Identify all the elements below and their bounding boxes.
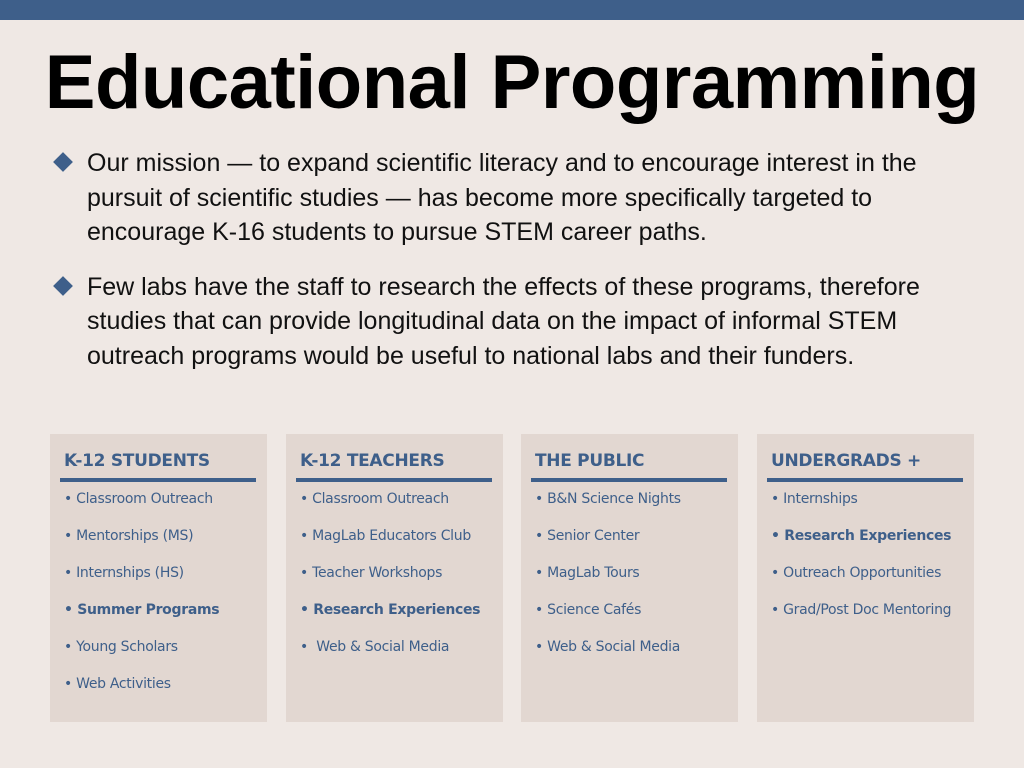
list-item: • Classroom Outreach (64, 491, 213, 507)
list-item: • Web Activities (64, 676, 171, 692)
list-item: • Mentorships (MS) (64, 528, 194, 544)
list-item: • Summer Programs (64, 602, 220, 618)
list-item: • B&N Science Nights (535, 491, 681, 507)
bullet-list (52, 146, 972, 393)
list-item: • Web & Social Media (535, 639, 681, 655)
column-divider (296, 478, 492, 482)
bullet-text: Few labs have the staff to research the effects of these programs, therefore studies that can provide longitudinal data on the impact of informal STEM outreach programs would be useful to national labs and their funders. (87, 272, 920, 370)
column-header: K-12 STUDENTS (64, 451, 210, 471)
column-item-list (771, 489, 971, 637)
list-item: • Young Scholars (64, 639, 178, 655)
column-divider (531, 478, 727, 482)
bullet-item-research (52, 270, 972, 374)
list-item: • Research Experiences (771, 528, 952, 544)
list-item: • Classroom Outreach (300, 491, 449, 507)
bullet-item-mission (52, 146, 972, 250)
list-item: • Internships (HS) (64, 565, 184, 581)
column-k12-students (50, 434, 267, 722)
list-item: • Internships (771, 491, 858, 507)
list-item: • MagLab Tours (535, 565, 640, 581)
list-item: • MagLab Educators Club (300, 528, 471, 544)
top-accent-bar (0, 0, 1024, 20)
column-item-list (535, 489, 735, 674)
column-the-public (521, 434, 738, 722)
list-item: • Outreach Opportunities (771, 565, 942, 581)
list-item: • Senior Center (535, 528, 640, 544)
column-item-list (300, 489, 500, 674)
bullet-text: Our mission — to expand scientific literacy and to encourage interest in the pursuit of scientific studies — has become more specifically targeted to encourage K-16 students to pursue STEM career paths. (87, 149, 917, 246)
column-item-list (64, 489, 264, 711)
column-k12-teachers (286, 434, 503, 722)
column-divider (60, 478, 256, 482)
list-item: • Research Experiences (300, 602, 481, 618)
column-divider (767, 478, 963, 482)
audience-columns (50, 434, 974, 722)
list-item: • Grad/Post Doc Mentoring (771, 602, 952, 618)
column-undergrads (757, 434, 974, 722)
column-header: UNDERGRADS + (771, 451, 921, 471)
column-header: K-12 TEACHERS (300, 451, 445, 471)
diamond-bullet-icon (53, 152, 73, 172)
diamond-bullet-icon (53, 276, 73, 296)
column-header: THE PUBLIC (535, 451, 645, 471)
slide-title: Educational Programming (44, 40, 980, 125)
list-item: • Science Cafés (535, 602, 642, 618)
list-item: • Teacher Workshops (300, 565, 443, 581)
list-item: • Web & Social Media (300, 639, 450, 655)
